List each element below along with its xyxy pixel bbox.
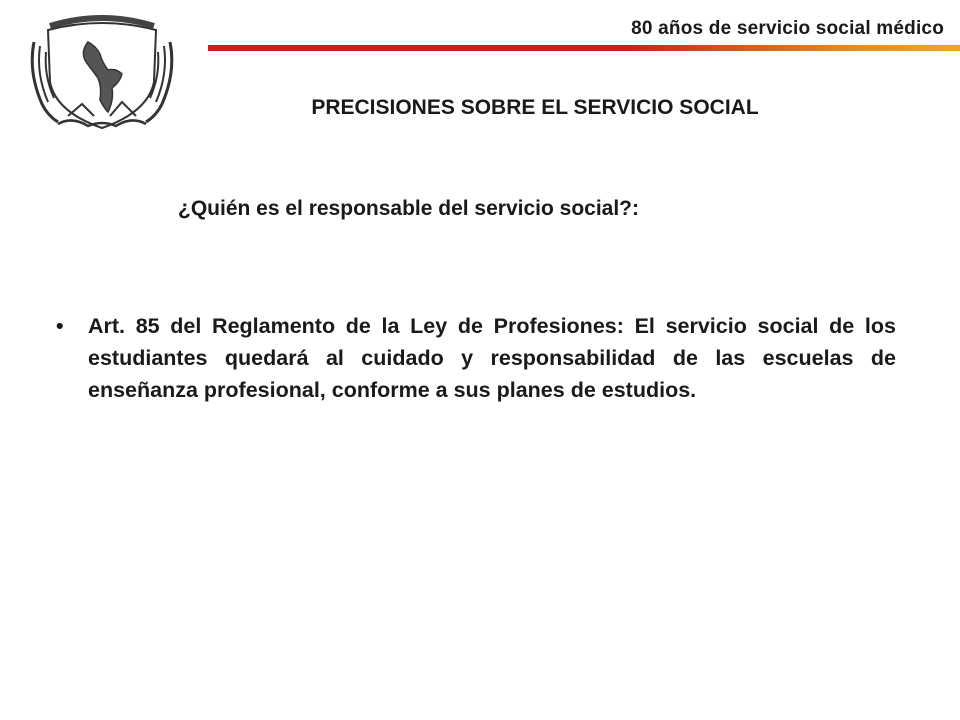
slide-title: PRECISIONES SOBRE EL SERVICIO SOCIAL bbox=[311, 96, 759, 119]
header-accent-rule bbox=[208, 45, 960, 51]
bullet-dot-icon: • bbox=[56, 314, 64, 338]
list-item bbox=[56, 310, 896, 406]
bullet-list bbox=[56, 310, 896, 406]
slide-subtitle: ¿Quién es el responsable del servicio social?: bbox=[178, 197, 640, 220]
header-tagline: 80 años de servicio social médico bbox=[631, 18, 944, 39]
bullet-text: Art. 85 del Reglamento de la Ley de Profesiones: El servicio social de los estudiantes quedará al cuidado y responsabilidad de las escuelas de enseñanza profesional, conforme a sus planes de estudios. bbox=[88, 314, 896, 402]
